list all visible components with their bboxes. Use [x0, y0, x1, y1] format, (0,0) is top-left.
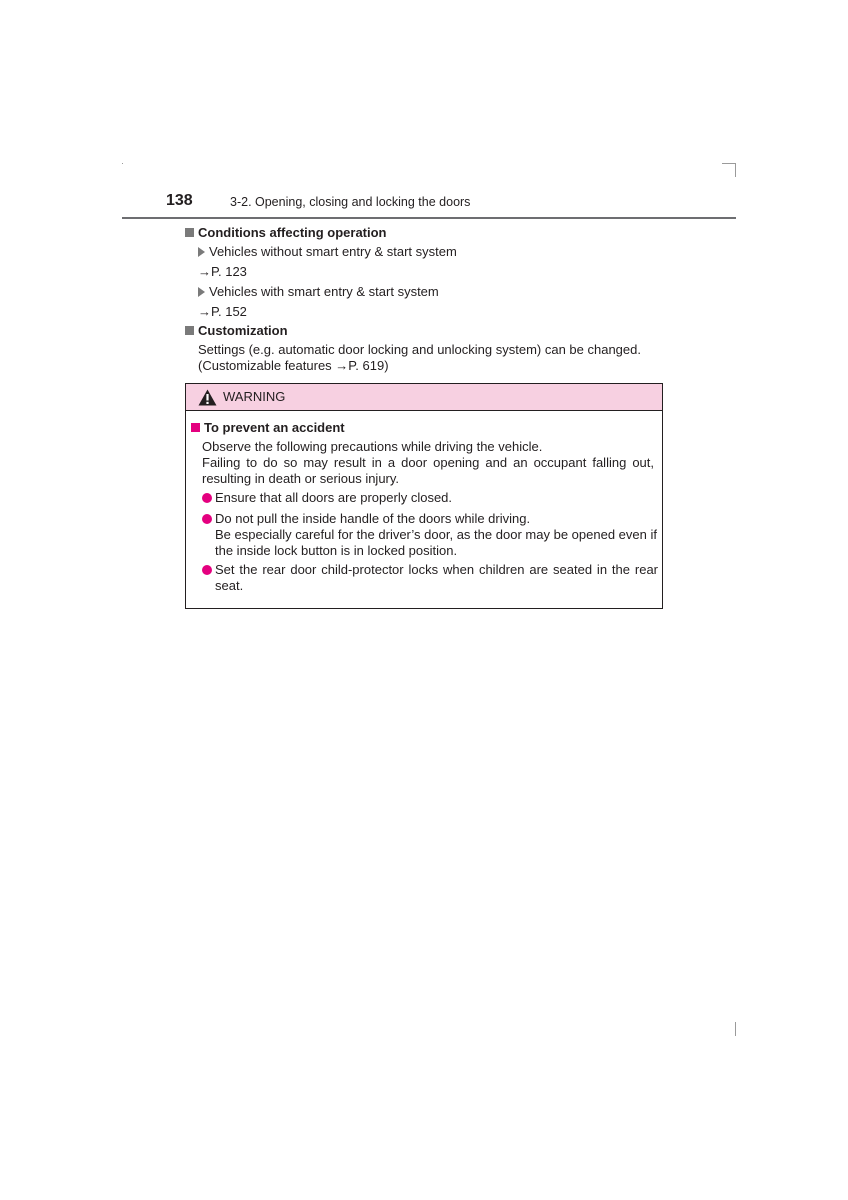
warning-bullet-text: Do not pull the inside handle of the doors while driving.: [215, 511, 531, 526]
bullet-dot-icon: [202, 493, 212, 503]
condition-ref[interactable]: [185, 264, 247, 280]
crop-mark: [735, 1022, 736, 1036]
square-bullet-icon: [185, 228, 194, 237]
page-reference[interactable]: P. 123: [211, 264, 247, 279]
page-number: 138: [166, 192, 193, 209]
warning-label: WARNING: [223, 389, 286, 404]
customization-heading: Customization: [198, 323, 288, 338]
section-title: 3-2. Opening, closing and locking the doors: [230, 195, 471, 209]
warning-heading-row: [191, 420, 345, 436]
warning-bullet-text: Set the rear door child-protector locks when children are seated in the rear seat.: [215, 562, 658, 593]
triangle-bullet-icon: [198, 247, 205, 257]
condition-ref[interactable]: [185, 304, 247, 320]
page-reference[interactable]: P. 619): [348, 358, 389, 373]
crop-mark: [122, 163, 123, 164]
arrow-right-icon: →: [198, 304, 211, 319]
crop-mark: [722, 163, 736, 164]
condition-item: [185, 244, 457, 260]
customization-section: [185, 323, 665, 375]
crop-mark: [735, 163, 736, 177]
warning-bullet: [202, 511, 654, 527]
warning-bullet-detail: Be especially careful for the driver’s door, as the door may be opened even if the inside lock button is in locked position.: [215, 527, 657, 558]
arrow-right-icon: →: [335, 358, 349, 373]
warning-bullet: [202, 490, 654, 506]
customization-text-2: (Customizable features: [198, 358, 336, 373]
page-reference[interactable]: P. 152: [211, 304, 247, 319]
customization-heading-row: [185, 323, 288, 339]
bullet-dot-icon: [202, 565, 212, 575]
customization-ref-line[interactable]: [185, 358, 389, 374]
warning-triangle-icon: [198, 389, 217, 406]
arrow-right-icon: →: [198, 264, 211, 279]
warning-heading: To prevent an accident: [204, 420, 345, 435]
conditions-heading: Conditions affecting operation: [198, 225, 387, 240]
square-bullet-icon: [185, 326, 194, 335]
condition-item-label: Vehicles with smart entry & start system: [209, 284, 439, 299]
bullet-dot-icon: [202, 514, 212, 524]
warning-intro-1: Observe the following precautions while driving the vehicle.: [202, 439, 543, 454]
page-header: [122, 190, 736, 219]
triangle-bullet-icon: [198, 287, 205, 297]
conditions-heading-row: [185, 225, 387, 241]
customization-text: Settings (e.g. automatic door locking and unlocking system) can be changed.: [198, 342, 641, 357]
warning-intro-2: Failing to do so may result in a door opening and an occupant falling out, resulting in death or serious injury.: [202, 455, 654, 486]
warning-bullet-text: Ensure that all doors are properly closed.: [215, 490, 453, 505]
condition-item: [185, 284, 439, 300]
warning-header: [186, 384, 662, 411]
warning-box: [185, 383, 663, 609]
condition-item-label: Vehicles without smart entry & start system: [209, 244, 457, 259]
square-bullet-icon: [191, 423, 200, 432]
warning-bullet: [202, 562, 658, 594]
conditions-section: [185, 225, 665, 325]
